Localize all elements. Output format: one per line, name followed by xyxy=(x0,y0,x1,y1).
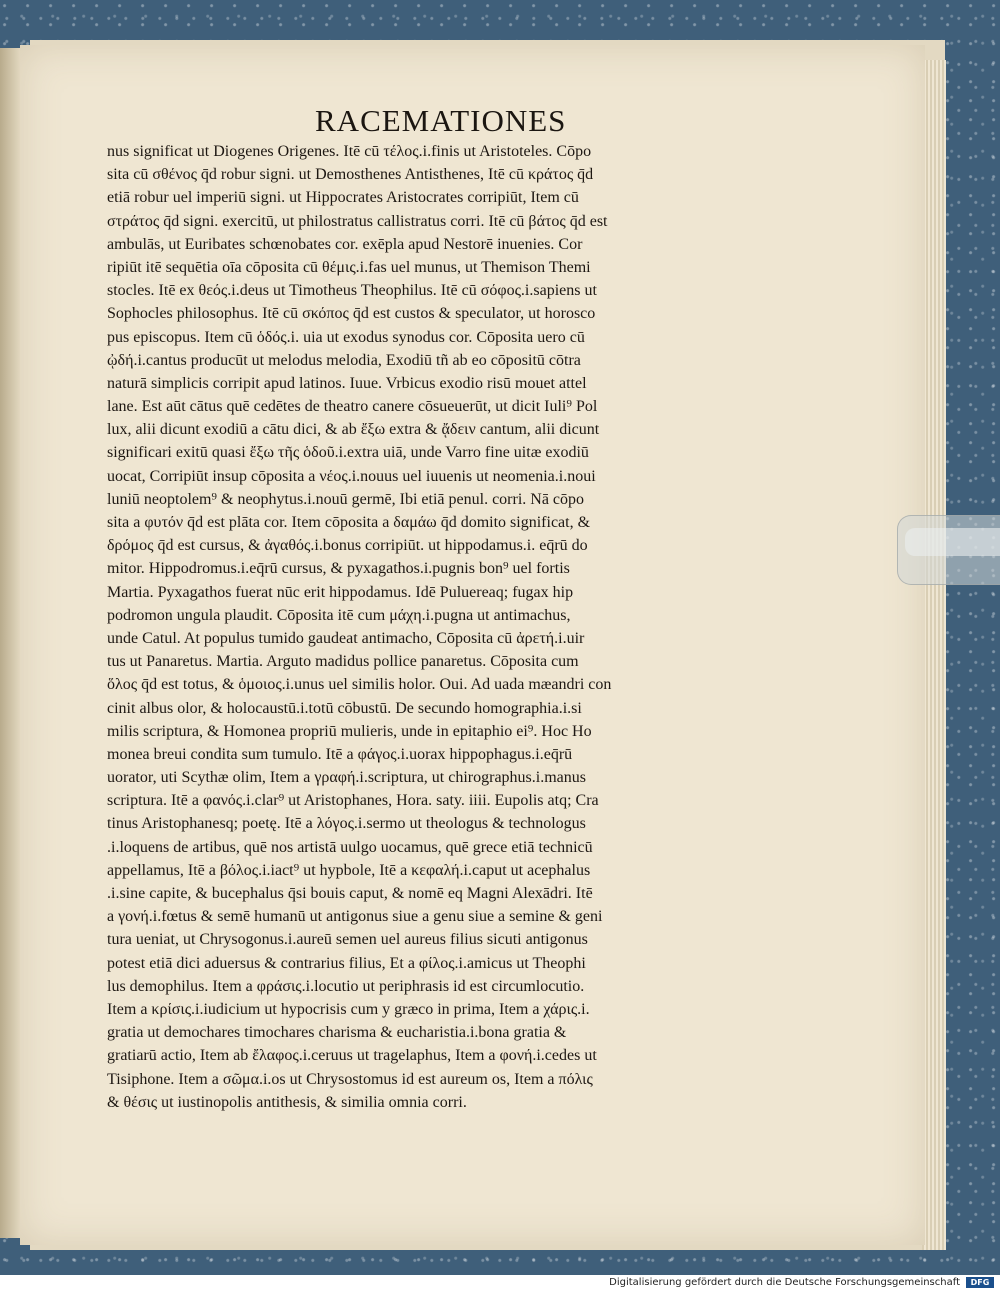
text-line: gratia ut demochares timochares charisma & eucharistia.i.bona gratia & xyxy=(107,1024,567,1042)
text-line: potest etiā dici aduersus & contrarius filius, Et a φίλος.i.amicus ut Theophi xyxy=(107,954,586,972)
clip-highlight xyxy=(905,528,1000,556)
text-line: nus significat ut Diogenes Origenes. Itē cū τέλος.i.finis ut Aristoteles. Cōpo xyxy=(107,143,592,160)
dfg-logo-icon: DFG xyxy=(966,1277,994,1288)
text-line: δρόμος q̄d est cursus, & ἀγαθός.i.bonus corripiūt. ut hippodamus.i. eq̄rū do xyxy=(107,537,588,555)
text-line: & θέσις ut iustinopolis antithesis, & similia omnia corri. xyxy=(107,1093,467,1111)
text-line: ᾠδή.i.cantus producūt ut melodus melodia, Exodiū tñ ab eo cōpositū cōtra xyxy=(107,351,581,369)
text-line: appellamus, Itē a βόλος.i.iact⁹ ut hypbole, Itē a κεφαλή.i.caput ut acephalus xyxy=(107,861,591,879)
text-line: luniū neoptolem⁹ & neophytus.i.nouū germē, Ibi etiā penul. corri. Nā cōpo xyxy=(107,490,585,508)
text-line: ambulās, ut Euribates schœnobates cor. exēpla apud Nestorē inuenies. Cor xyxy=(107,235,583,253)
text-line: stocles. Itē ex θεός.i.deus ut Timotheus Theophilus. Itē cū σόφος.i.sapiens ut xyxy=(107,282,597,300)
text-line: unde Catul. At populus tumido gaudeat antimacho, Cōposita cū ἀρετή.i.uir xyxy=(107,629,585,647)
text-line: tura ueniat, ut Chrysogonus.i.aureū semen uel aureus filius sicuti antigonus xyxy=(107,931,588,949)
body-text xyxy=(107,140,777,1137)
text-line: ὅλος q̄d est totus, & ὁμοιος.i.unus uel similis holor. Oui. Ad uada mæandri con xyxy=(107,676,612,694)
text-line: .i.sine capite, & bucephalus q̄si bouis caput, & nomē eq Magni Alexādri. Itē xyxy=(107,885,593,902)
text-line: Item a κρίσις.i.iudicium ut hypocrisis cum y græco in prima, Item a χάρις.i. xyxy=(107,1000,590,1018)
text-line: etiā robur uel imperiū signi. ut Hippocrates Aristocrates corripiūt, Item cū xyxy=(107,189,579,207)
funding-credit: Digitalisierung gefördert durch die Deutsche Forschungsgemeinschaft xyxy=(609,1277,960,1288)
text-line: significari exitū quasi ἔξω τῆς ὁδοῦ.i.extra uiā, unde Varro fine uitæ exodiū xyxy=(107,444,589,462)
text-line: ripiūt itē sequētia oīa cōposita cū θέμις.i.fas uel munus, ut Themison Themi xyxy=(107,258,591,276)
text-line: milis scriptura, & Homonea propriū mulieris, unde in epitaphio ei⁹. Hoc Ho xyxy=(107,722,592,740)
text-line: sita a φυτόν q̄d est plāta cor. Item cōposita a δαμάω q̄d domito significat, & xyxy=(107,514,591,531)
text-line: cinit albus olor, & holocaustū.i.totū cōbustū. De secundo homographia.i.si xyxy=(107,699,582,717)
text-line: uorator, uti Scythæ olim, Item a γραφή.i.scriptura, ut chirographus.i.manus xyxy=(107,769,586,787)
text-line: tinus Aristophanesq; poetę. Itē a λόγος.i.sermo ut theologus & technologus xyxy=(107,815,586,833)
text-line: lus demophilus. Item a φράσις.i.locutio ut periphrasis id est circumlocutio. xyxy=(107,977,585,995)
text-line: scriptura. Itē a φανός.i.clar⁹ ut Aristophanes, Hora. saty. iiii. Eupolis atq; Cra xyxy=(107,792,599,810)
text-line xyxy=(107,1114,777,1137)
text-line: pus episcopus. Item cū ὁδός.i. uia ut exodus synodus cor. Cōposita uero cū xyxy=(107,328,585,346)
text-line: tus ut Panaretus. Martia. Arguto madidus pollice panaretus. Cōposita cum xyxy=(107,653,579,671)
text-line: gratiarū actio, Item ab ἔλαφος.i.ceruus ut tragelaphus, Item a φονή.i.cedes ut xyxy=(107,1047,597,1065)
page-title: RACEMATIONES xyxy=(315,103,567,138)
text-line: lux, alii dicunt exodiū a cātu dici, & ab ἔξω extra & ᾄδειν cantum, alii dicunt xyxy=(107,421,600,439)
text-line: mitor. Hippodromus.i.eq̄rū cursus, & pyxagathos.i.pugnis bon⁹ uel fortis xyxy=(107,560,570,578)
text-line: monea breui condita sum tumulo. Itē a φάγος.i.uorax hippophagus.i.eq̄rū xyxy=(107,745,573,763)
text-line: Tisiphone. Item a σῶμα.i.os ut Chrysostomus id est aureum os, Item a πόλις xyxy=(107,1070,593,1088)
page-edges xyxy=(922,60,946,1250)
text-line: uocat, Corripiūt insup cōposita a νέος.i.nouus uel iuuenis ut neomenia.i.noui xyxy=(107,467,596,485)
text-line: a γονή.i.fœtus & semē humanū ut antigonus siue a genu siue a semine & geni xyxy=(107,908,603,926)
text-line: lane. Est aūt cātus quē cedētes de theatro canere cōsueuerūt, ut dicit Iuli⁹ Pol xyxy=(107,398,598,416)
text-line: naturā simplicis corripit apud latinos. Iuue. Vrbicus exodio risū mouet attel xyxy=(107,374,587,392)
facing-page-edge xyxy=(0,48,22,1238)
text-line: sita cū σθένος q̄d robur signi. ut Demosthenes Antisthenes, Itē cū κράτος q̄d xyxy=(107,166,594,184)
text-line: podromon ungula plaudit. Cōposita itē cum μάχη.i.pugna ut antimachus, xyxy=(107,606,571,624)
text-line: Sophocles philosophus. Itē cū σκόπος q̄d est custos & speculator, ut horosco xyxy=(107,305,596,323)
text-line: στράτος q̄d signi. exercitū, ut philostratus callistratus corri. Itē cū βάτος q̄d est xyxy=(107,212,608,230)
text-line: Martia. Pyxagathos fuerat nūc erit hippodamus. Idē Puluereaq; fugax hip xyxy=(107,583,574,601)
text-line: .i.loquens de artibus, quē nos artistā uulgo uocamus, quē grece etiā technicū xyxy=(107,838,593,856)
